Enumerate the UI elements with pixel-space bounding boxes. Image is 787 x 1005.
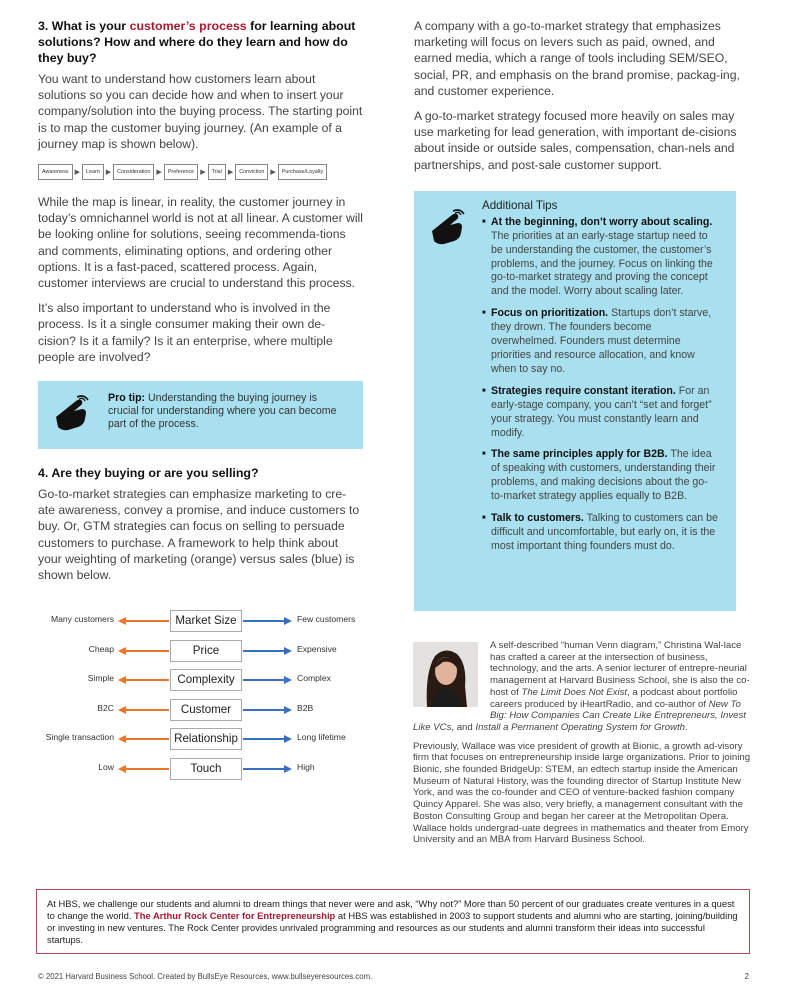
framework-factor: Relationship bbox=[170, 728, 242, 750]
framework-marketing-label: B2C bbox=[97, 702, 114, 713]
heading-accent: customer’s process bbox=[129, 19, 247, 33]
sales-arrowhead bbox=[284, 617, 292, 625]
framework-factor: Market Size bbox=[170, 610, 242, 632]
framework-marketing-label: Single transaction bbox=[45, 732, 114, 742]
section-3-heading: 3. What is your customer’s process for learning about solutions? How and where do they learn and how do they buy? bbox=[38, 19, 356, 65]
sales-arrowhead bbox=[284, 647, 292, 655]
author-bio bbox=[413, 640, 753, 846]
framework-marketing-label: Cheap bbox=[88, 643, 114, 654]
marketing-strategy-paragraph: A company with a go-to-market strategy that emphasizes marketing will focus on levers such as paid, owned, and earned media, which a range of tools including SEM/SEO, social, PR, and emphasis on the brand promise, packag-ing, and customer experience. bbox=[414, 19, 740, 98]
journey-step: Learn bbox=[82, 164, 104, 180]
journey-step: Trial bbox=[208, 164, 226, 180]
marketing-sales-framework bbox=[38, 610, 368, 785]
framework-sales-label: Long lifetime bbox=[297, 732, 346, 742]
section-4-intro: Go-to-market strategies can emphasize marketing to cre-ate awareness, convey a promise, and induce customers to buy. Or, GTM strategies can focus on selling to persuade customers to purchase. A framework to help think about your weighting of marketing (orange) versus sales (blue) is shown below. bbox=[38, 487, 360, 583]
section-4-heading: 4. Are they buying or are you selling? bbox=[38, 466, 259, 481]
framework-row bbox=[38, 728, 368, 750]
page-number: 2 bbox=[744, 972, 749, 981]
tip-item: ■ Talk to customers. Talking to customers can be difficult and uncomfortable, but early on, it is the most important thing founders must do. bbox=[482, 512, 720, 554]
journey-arrow-icon: ▶ bbox=[200, 169, 206, 177]
framework-row bbox=[38, 758, 368, 780]
journey-arrow-icon: ▶ bbox=[227, 169, 234, 177]
marketing-arrowhead bbox=[118, 647, 126, 655]
tip-item: ■ Focus on prioritization. Startups don’t starve, they drown. The founders become overwhelmed. Founders must determine priorities and resource allocation, and know when to say no. bbox=[482, 307, 720, 377]
bio-paragraph-2: Previously, Wallace was vice president of growth at Bionic, a growth ad-visory firm that focuses on entrepreneurship inside large organizations. Prior to joining Bionic, she founded BridgeUp: STEM, an edtech startup inside the American Museum of Natural History, was the founding director of Startup Institute New York, and was the co-founder and CEO of venture-backed fashion company Quincy Apparel. She was also, very briefly, a management consultant with the Boston Consulting Group and began her career at the Metropolitan Opera. Wallace holds undergrad-uate degrees in mathematics and theater from Emory University and an MBA from Harvard Business School. bbox=[413, 740, 751, 846]
journey-step: Consideration bbox=[113, 164, 154, 180]
sales-strategy-paragraph: A go-to-market strategy focused more heavily on sales may use marketing for lead generation, with important de-cisions about inside or outside sales, compensation, chan-nels and partnerships, and post-sale customer support. bbox=[414, 109, 737, 172]
footer-copyright: © 2021 Harvard Business School. Created by BullsEye Resources, www.bullseyeresources.com. bbox=[38, 972, 373, 981]
framework-factor: Touch bbox=[170, 758, 242, 780]
pro-tip-text: Understanding the buying journey is crucial for understanding where you can become part of the process. bbox=[108, 392, 337, 431]
pointing-hand-icon bbox=[52, 395, 92, 433]
sales-arrowhead bbox=[284, 735, 292, 743]
tip-item: ■ Strategies require constant iteration. For an early-stage company, you can’t “set and forget” your strategy. You must constantly learn and modify. bbox=[482, 385, 720, 441]
sales-arrowhead bbox=[284, 676, 292, 684]
framework-marketing-label: Many customers bbox=[50, 614, 114, 624]
section-3-journey-paragraph: While the map is linear, in reality, the customer journey in today’s omnichannel world is not at all linear. A customer will be looking online for solutions, seeing recommenda-tions and comments, eliminating options, and ordering other options. It is a fast-paced, scattered process. Again, customer interviews are crucial to understand this process. bbox=[38, 195, 363, 291]
journey-arrow-icon: ▶ bbox=[270, 169, 276, 177]
rock-center-box: At HBS, we challenge our students and alumni to dream things that never were and ask, “Why not?” More than 50 percent of our graduates create ventures in a quest to change the world. The Arthur Rock Center for Entrepreneurship at HBS was established in 2003 to support students and alumni who are starting, joining/building or investing in new ventures. The Rock Center provides unrivaled programming and resources as our students and alumni transform their ideas into successful startups. bbox=[36, 889, 750, 954]
framework-factor: Customer bbox=[170, 699, 242, 721]
additional-tips-box bbox=[414, 191, 736, 611]
journey-arrow-icon: ▶ bbox=[74, 169, 80, 177]
pro-tip-label: Pro tip: bbox=[108, 392, 146, 405]
rock-center-link[interactable]: The Arthur Rock Center for Entrepreneurship bbox=[134, 910, 336, 921]
section-3-people-paragraph: It’s also important to understand who is involved in the process. Is it a single consumer making their own de-cision? Is it a family? Is it an enterprise, where multiple people are involved? bbox=[38, 301, 333, 364]
author-photo bbox=[413, 642, 478, 707]
tip-item: ■ The same principles apply for B2B. The idea of speaking with customers, understanding their problems, and making decisions about the go-to-market strategy applies equally to B2B. bbox=[482, 448, 720, 504]
tips-title: Additional Tips bbox=[482, 198, 558, 212]
framework-factor: Price bbox=[170, 640, 242, 662]
journey-arrow-icon: ▶ bbox=[156, 169, 162, 177]
left-column bbox=[38, 18, 363, 583]
framework-row bbox=[38, 610, 368, 632]
journey-step: Conviction bbox=[235, 164, 268, 180]
sales-arrowhead bbox=[284, 706, 292, 714]
sales-arrowhead bbox=[284, 765, 292, 773]
framework-sales-label: Complex bbox=[297, 673, 331, 683]
journey-step: Preference bbox=[164, 164, 198, 180]
pro-tip-box bbox=[38, 381, 363, 449]
section-3-intro: You want to understand how customers learn about solutions so you can decide how and when to insert your company/solution into the buying process. The starting point is to map the customer buying journey. (An example of a journey map is shown below). bbox=[38, 72, 363, 151]
journey-step: Purchase/Loyalty bbox=[278, 164, 327, 180]
marketing-arrowhead bbox=[118, 735, 126, 743]
framework-row bbox=[38, 640, 368, 662]
journey-arrow-icon: ▶ bbox=[105, 169, 112, 177]
framework-factor: Complexity bbox=[170, 669, 242, 691]
framework-row bbox=[38, 699, 368, 721]
marketing-arrowhead bbox=[118, 765, 126, 773]
marketing-arrowhead bbox=[118, 676, 126, 684]
pointing-hand-icon bbox=[428, 209, 468, 247]
framework-sales-label: High bbox=[297, 761, 315, 772]
framework-sales-label: B2B bbox=[297, 702, 314, 713]
framework-marketing-label: Simple bbox=[87, 673, 114, 683]
framework-row bbox=[38, 669, 368, 691]
framework-sales-label: Expensive bbox=[297, 643, 337, 654]
tip-item: ■ At the beginning, don’t worry about scaling. The priorities at an early-stage startup need to be understanding the customer, the customer’s problems, and the journey. Focus on linking the go-to-market strategy and proving the concept and the model. Worry about scaling later. bbox=[482, 216, 720, 299]
framework-sales-label: Few customers bbox=[297, 614, 356, 624]
framework-marketing-label: Low bbox=[98, 761, 114, 772]
tips-list bbox=[482, 216, 720, 554]
bio-paragraph-1: A self-described “human Venn diagram,” Christina Wal-lace has crafted a career at the intersection of business, technology, and the arts. A senior lecturer of entrepre-neurial management at Harvard Business School, she is also the co-host of The Limit Does Not Exist, a podcast about portfolio careers produced by iHeartRadio, and co-author of New To Big: How Companies Can Create Like Entrepreneurs, Invest Like VCs, and Install a Permanent Operating System for Growth. bbox=[413, 640, 750, 733]
journey-step: Awareness bbox=[38, 164, 73, 180]
marketing-arrowhead bbox=[118, 617, 126, 625]
marketing-arrowhead bbox=[118, 706, 126, 714]
journey-map bbox=[38, 164, 363, 180]
right-column bbox=[414, 18, 744, 611]
